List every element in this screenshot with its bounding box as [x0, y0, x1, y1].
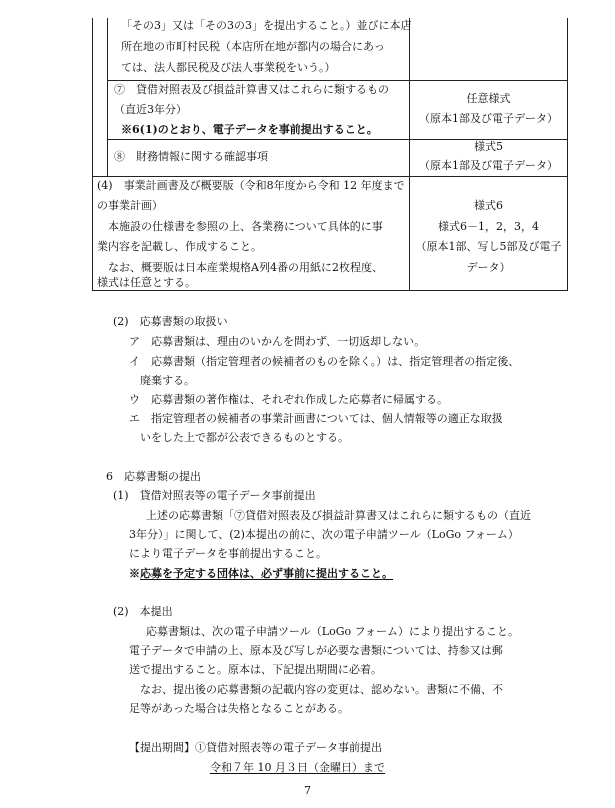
- list-item: いをした上で都が公表できるものとする。: [129, 431, 349, 444]
- note-mark: ※: [129, 567, 140, 580]
- list-item: ア 応募書類は、理由のいかんを問わず、一切返却しない。: [129, 335, 426, 348]
- table-cell-text: 「その3」又は「その3の3」を提出すること。）並びに本店: [121, 19, 412, 32]
- list-item: ウ 応募書類の著作権は、それぞれ作成した応募者に帰属する。: [129, 393, 448, 406]
- table-cell-text: 業内容を記載し、作成すること。: [97, 240, 262, 253]
- table-bottom-border: [92, 290, 568, 291]
- table-cell-text: ⑦ 貸借対照表及び損益計算書又はこれらに類するもの: [114, 83, 389, 96]
- paragraph-line: 上述の応募書類「⑦貸借対照表及び損益計算書又はこれらに類するもの（直近: [146, 509, 531, 522]
- paragraph-line: 電子データで申請の上、原本及び写しが必要な書類については、持参又は郵: [129, 644, 503, 657]
- list-item: エ 指定管理者の候補者の事業計画書については、個人情報等の適正な取扱: [129, 412, 503, 425]
- form-type: 様式5: [474, 140, 503, 153]
- table-cell-text: ては、法人都民税及び法人事業税をいう。）: [121, 61, 336, 74]
- important-note: [129, 568, 393, 579]
- page-number: 7: [304, 784, 311, 797]
- table-cell-text: (4) 事業計画書及び概要版（令和8年度から令和 12 年度まで: [97, 179, 405, 192]
- form-type: 様式6－1，2，3，4: [438, 220, 539, 233]
- table-cell-text: 本施設の仕様書を参照の上、各業務について具体的に事: [97, 220, 383, 233]
- note-text: 応募を予定する団体は、必ず事前に提出すること。: [140, 567, 393, 580]
- table-right-border: [567, 18, 568, 291]
- form-type-note: （原本1部及び電子データ）: [419, 112, 558, 125]
- paragraph-line: 送で提出すること。原本は、下記提出期間に必着。: [129, 663, 382, 676]
- table-left-border: [92, 18, 93, 291]
- table-cell-text: 所在地の市町村民税（本店所在地が都内の場合にあっ: [121, 40, 385, 53]
- submission-period-label: 【提出期間】①貸借対照表等の電子データ事前提出: [129, 741, 382, 754]
- subsection-heading: (1) 貸借対照表等の電子データ事前提出: [113, 489, 316, 502]
- table-cell-text: の事業計画）: [97, 199, 163, 212]
- form-type: 任意様式: [466, 92, 511, 105]
- section-heading: 6 応募書類の提出: [106, 470, 201, 483]
- section-heading: (2) 応募書類の取扱い: [113, 315, 228, 328]
- form-type-note: （原本1部及び電子データ）: [419, 159, 558, 172]
- form-type: 様式6: [474, 199, 503, 212]
- submission-period-date: 令和７年 10 月３日（金曜日）まで: [210, 761, 385, 774]
- table-inner-left-border: [107, 18, 108, 176]
- paragraph-line: 3年分）」に関して、(2)本提出の前に、次の電子申請ツール（LoGo フォーム）: [129, 528, 519, 541]
- subsection-heading: (2) 本提出: [113, 605, 173, 618]
- list-item: イ 応募書類（指定管理者の候補者のものを除く。）は、指定管理者の指定後、: [129, 355, 520, 368]
- paragraph-line: により電子データを事前提出すること。: [129, 547, 327, 560]
- table-cell-note: ※6(1)のとおり、電子データを事前提出すること。: [121, 123, 378, 136]
- paragraph-line: 応募書類は、次の電子申請ツール（LoGo フォーム）により提出すること。: [146, 625, 520, 638]
- table-row-divider: [107, 80, 568, 81]
- paragraph-line: 足等があった場合は失格となることがある。: [129, 702, 349, 715]
- list-item: 廃棄する。: [129, 374, 195, 387]
- form-type-note: （原本1部、写し5部及び電子: [415, 240, 562, 253]
- table-cell-text: 様式は任意とする。: [97, 276, 196, 289]
- table-cell-text: なお、概要版は日本産業規格A列4番の用紙に2枚程度、: [97, 261, 383, 274]
- form-type-note: データ）: [466, 261, 511, 274]
- paragraph-line: なお、提出後の応募書類の記載内容の変更は、認めない。書類に不備、不: [129, 683, 503, 696]
- table-cell-text: ⑧ 財務情報に関する確認事項: [114, 150, 268, 163]
- table-cell-text: （直近3年分）: [114, 103, 187, 116]
- table-row-divider: [92, 176, 568, 177]
